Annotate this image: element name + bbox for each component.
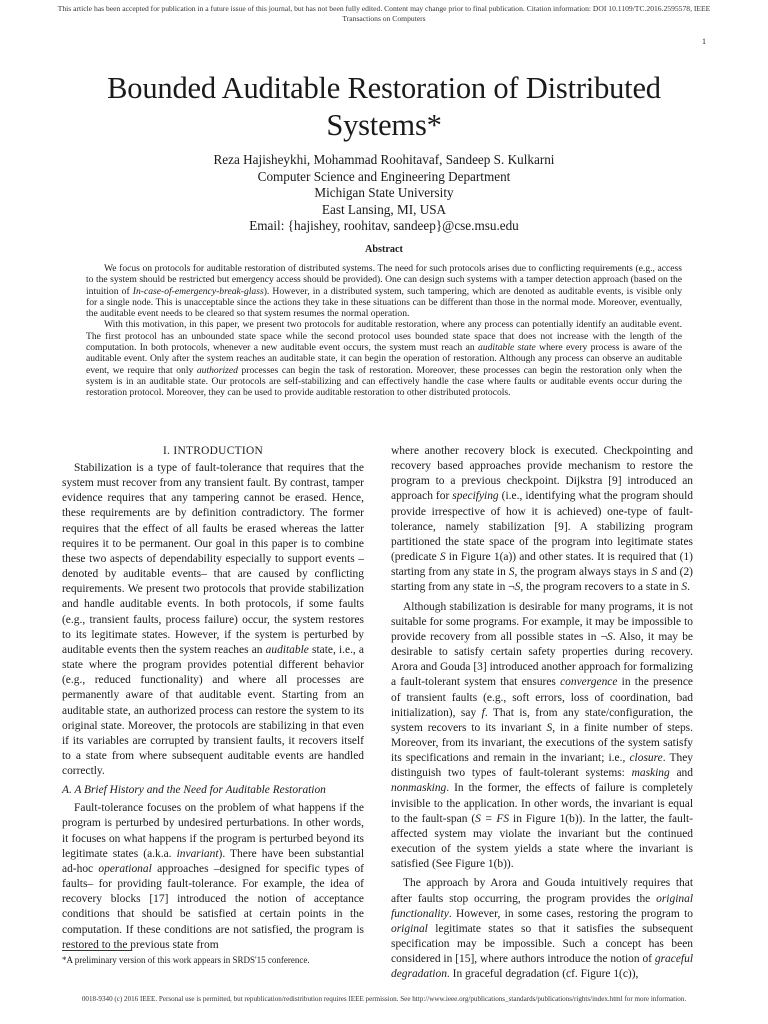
page-number: 1 — [702, 37, 706, 46]
copyright-footer: 0018-9340 (c) 2016 IEEE. Personal use is permitted, but republication/redistribution requires IEEE permission. See http://www.ieee.org/publications_standards/publications/rights/index.html for more information. — [81, 995, 687, 1003]
history-paragraph-continued: where another recovery block is executed. Checkpointing and recovery based approaches provide mechanism to restore the program to a previous checkpoint. Dijkstra [9] introduced an approach for specifying (i.e., identifying what the program should provide irrespective of how it is achieved) one-type of fault-tolerance, namely stabilization [9]. A stabilizing program partitioned the state space of the program into legitimate states (predicate S in Figure 1(a)) and other states. It is required that (1) starting from any state in S, the program always stays in S and (2) starting from any state in ¬S, the program recovers to a state in S. — [391, 445, 694, 594]
abstract-paragraph-1: We focus on protocols for auditable restoration of distributed systems. The need for such protocols arises due to conflicting requirements (e.g., access to the system should be restricted but emergency access should be provided). One can design such systems with a tamper detection approach (based on the intuition of In-case-of-emergency-break-glass). However, in a distributed system, such tampering, which are denoted as auditable events, is visible only for a single node. This is unacceptable since the actions they take in these situations can be different than those in the normal mode. Moreover, eventually, the auditable event needs to be cleared so that system resumes the normal operation. — [86, 263, 682, 320]
notice-line-2: Transactions on Computers — [342, 14, 426, 23]
title-line-1: Bounded Auditable Restoration of Distributed — [107, 71, 661, 105]
left-column — [62, 444, 364, 957]
author-location: East Lansing, MI, USA — [321, 201, 447, 217]
notice-line-1: This article has been accepted for publication in a future issue of this journal, but has not been fully edited. Content may change prior to final publication. Citation information: DOI 10.1109/TC.2016.2595578, IEEE — [57, 4, 711, 13]
history-paragraph-2: Although stabilization is desirable for many programs, it is not suitable for some programs. For example, it may be impossible to provide recovery from all possible states in ¬S. Also, it may be desirable to satisfy certain safety properties during recovery. Arora and Gouda [3] introduced another approach for formalizing a fault-tolerant system that ensures convergence in the presence of transient faults (e.g., soft errors, loss of coordination, bad initialization), say f. That is, from any state/configuration, the system recovers to its invariant S, in a finite number of steps. Moreover, from its invariant, the executions of the system satisfy its specifications and remain in the invariant; i.e., closure. They distinguish two types of fault-tolerant systems: masking and nonmasking. In the former, the effects of failure is completely invisible to the application. In other words, the invariant is equal to the fault-span (S = FS in Figure 1(b)). In the latter, the fault-affected system may violate the invariant but the continued execution of the system yields a state where the invariant is satisfied (See Figure 1(b)). — [391, 600, 693, 871]
footnote: *A preliminary version of this work appears in SRDS'15 conference. — [62, 955, 310, 965]
abstract-paragraph-2: With this motivation, in this paper, we present two protocols for auditable restoration, where any process can potentially identify an auditable event. The first protocol has an unbounded state space while the second protocol uses bounded state space that does not increase with the length of the computation. In both protocols, whenever a new auditable event occurs, the system must reach an auditable state where every process is aware of the auditable event. Only after the system reaches an auditable state, it can begin the operation of restoration. Although any process can observe an auditable event, we require that only authorized processes can begin the task of restoration. Moreover, these processes can begin the restoration only when the system is in an auditable state. Our protocols are self-stabilizing and can effectively handle the case where faults or auditable events occur during the restoration protocol. Moreover, they can be used to provide auditable restoration to other distributed protocols. — [86, 319, 682, 399]
history-paragraph-1: Fault-tolerance focuses on the problem of what happens if the program is perturbed by undesired perturbations. In other words, it focuses on what happens if the program is perturbed beyond its legitimate states (a.k.a. invariant). There have been substantial ad-hoc operational approaches –designed for specific types of faults– for providing fault-tolerance. For example, the idea of recovery blocks [17] introduced the notion of acceptance conditions that should be satisfied at certain points in the computation. If these conditions are not satisfied, the program is restored to the previous state from — [62, 802, 365, 951]
section-heading-introduction: I. INTRODUCTION — [162, 445, 264, 457]
publication-notice — [0, 4, 768, 24]
footnote-rule — [62, 950, 132, 951]
intro-paragraph-1: Stabilization is a type of fault-tolerance that requires that the system must recover from any transient fault. By contrast, tamper evidence requires that any tampering cannot be erased. Hence, these requirements are by definition contradictory. The former requires that the effect of all faults be erased whereas the latter requires it to be permanent. Our goal in this paper is to combine these two aspects of dependability especially to support events –denoted by auditable events– that are caused by conflicting requirements. We present two protocols that provide stabilization and handle auditable events. In both protocols, if some faults (e.g., transient faults, process failure) occur, the system restores to its legitimate states. However, if the system is perturbed by auditable events then the system reaches an auditable state, i.e., a state where the program provides potential different behavior (e.g., reduced functionality) and where all processes are permanently aware of that auditable event. Starting from an auditable state, an authorized process can restore the system to its original state. Moreover, the protocols are stabilizing in that even if its variables are corrupted by transient faults, it recovers itself to a state from where subsequent auditable events are handled correctly. — [62, 462, 365, 778]
paper-title — [60, 70, 708, 144]
author-block — [100, 152, 668, 235]
subsection-heading: A. A Brief History and the Need for Auditable Restoration — [62, 784, 326, 797]
author-university: Michigan State University — [314, 185, 454, 200]
author-names: Reza Hajisheykhi, Mohammad Roohitavaf, Sandeep S. Kulkarni — [213, 152, 555, 167]
history-paragraph-3: The approach by Arora and Gouda intuitively requires that after faults stop occurring, the program provides the original functionality. However, in some cases, restoring the program to original legitimate states so that it satisfies the subsequent specification may be impossible. Such a concept has been considered in [15], where authors introduce the notion of graceful degradation. In graceful degradation (cf. Figure 1(c)), — [391, 877, 693, 981]
right-column — [391, 444, 693, 986]
author-email: Email: {hajishey, roohitav, sandeep}@cse.msu.edu — [249, 218, 519, 233]
abstract-heading: Abstract — [365, 244, 403, 255]
author-department: Computer Science and Engineering Department — [257, 168, 511, 184]
abstract-body — [86, 263, 682, 399]
title-line-2: Systems* — [326, 108, 442, 142]
